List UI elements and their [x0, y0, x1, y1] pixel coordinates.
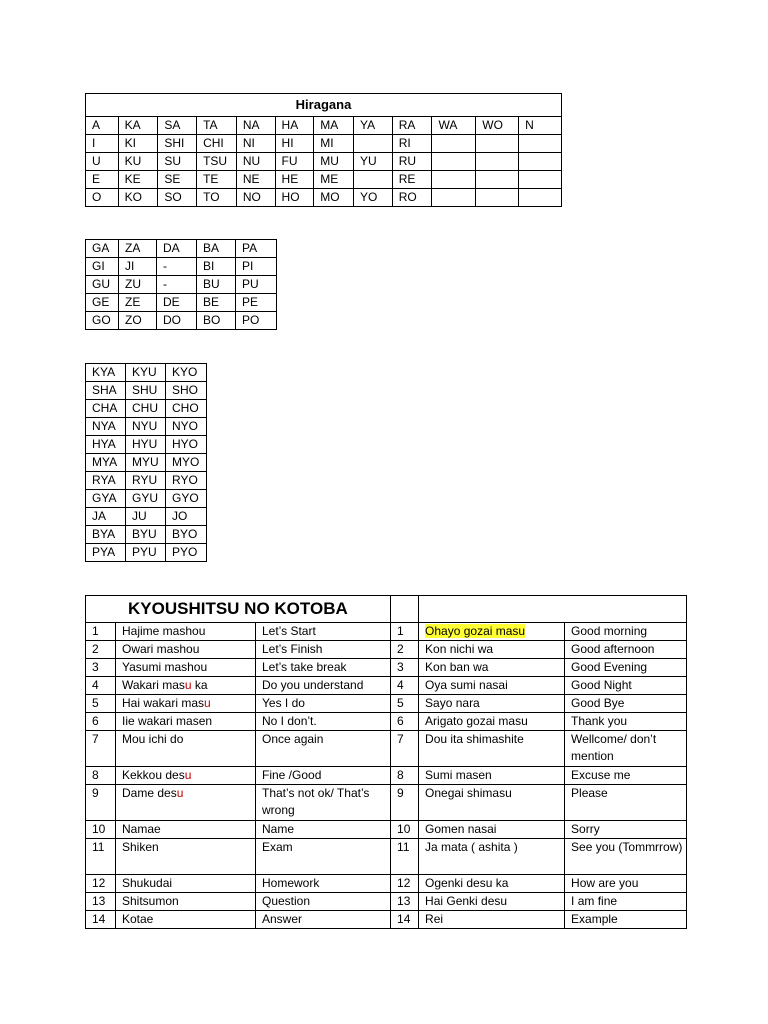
hiragana-table [85, 93, 562, 207]
greeting-text: Rei [425, 912, 444, 926]
greeting-text: Kon ban wa [425, 660, 489, 674]
syllable-cell: ZU [119, 276, 157, 294]
phrase-text: Iie wakari masen [122, 714, 213, 728]
syllable-cell: KI [118, 135, 158, 153]
japanese-greeting [419, 677, 565, 695]
syllable-cell: SHI [158, 135, 197, 153]
syllable-cell [476, 153, 519, 171]
syllable-cell: TA [197, 117, 237, 135]
english-meaning: Fine /Good [256, 767, 391, 785]
kotoba-title: KYOUSHITSU NO KOTOBA [86, 596, 391, 623]
syllable-cell: RO [392, 189, 432, 207]
syllable-cell: - [157, 258, 197, 276]
japanese-phrase [116, 623, 256, 641]
row-number: 6 [86, 713, 116, 731]
syllable-cell: JA [86, 508, 126, 526]
table-row [86, 258, 277, 276]
english-meaning: Good Night [565, 677, 687, 695]
row-number: 4 [86, 677, 116, 695]
row-number: 14 [86, 911, 116, 929]
table-row [86, 659, 687, 677]
syllable-cell: FU [275, 153, 314, 171]
japanese-greeting [419, 821, 565, 839]
english-meaning: Exam [256, 839, 391, 875]
japanese-phrase [116, 821, 256, 839]
phrase-text: Wakari mas [122, 678, 185, 692]
phrase-text: Shiken [122, 840, 159, 854]
english-meaning: Thank you [565, 713, 687, 731]
greeting-text: Oya sumi nasai [425, 678, 508, 692]
syllable-cell: MYA [86, 454, 126, 472]
greeting-text: Sumi masen [425, 768, 492, 782]
row-number: 12 [86, 875, 116, 893]
syllable-cell: DO [157, 312, 197, 330]
japanese-phrase [116, 785, 256, 821]
greeting-text: Sayo nara [425, 696, 480, 710]
row-number: 13 [391, 893, 419, 911]
row-number: 3 [391, 659, 419, 677]
japanese-phrase [116, 875, 256, 893]
row-number: 4 [391, 677, 419, 695]
syllable-cell: NO [236, 189, 275, 207]
table-row [86, 821, 687, 839]
syllable-cell: GA [86, 240, 119, 258]
syllable-cell: WO [476, 117, 519, 135]
syllable-cell: RYO [166, 472, 207, 490]
table-row [86, 171, 562, 189]
syllable-cell: O [86, 189, 119, 207]
table-row [86, 400, 207, 418]
table-row [86, 641, 687, 659]
english-meaning: Good afternoon [565, 641, 687, 659]
japanese-greeting [419, 713, 565, 731]
table-row [86, 713, 687, 731]
english-meaning: Let’s take break [256, 659, 391, 677]
row-number: 13 [86, 893, 116, 911]
syllable-cell: BYA [86, 526, 126, 544]
syllable-cell: GI [86, 258, 119, 276]
greeting-text: Dou ita shimashite [425, 732, 524, 746]
row-number: 2 [86, 641, 116, 659]
greeting-text: Hai Genki desu [425, 894, 508, 908]
table-row [86, 508, 207, 526]
row-number: 6 [391, 713, 419, 731]
syllable-cell: MYO [166, 454, 207, 472]
syllable-cell: ZA [119, 240, 157, 258]
english-meaning: Question [256, 893, 391, 911]
syllable-cell: DA [157, 240, 197, 258]
table-row [86, 911, 687, 929]
japanese-phrase [116, 713, 256, 731]
japanese-greeting [419, 767, 565, 785]
syllable-cell [432, 153, 476, 171]
row-number: 11 [86, 839, 116, 875]
table-row [86, 526, 207, 544]
english-meaning: Good morning [565, 623, 687, 641]
syllable-cell: GU [86, 276, 119, 294]
japanese-phrase [116, 911, 256, 929]
syllable-cell: PE [236, 294, 277, 312]
row-number: 8 [86, 767, 116, 785]
japanese-phrase [116, 695, 256, 713]
syllable-cell: MI [314, 135, 354, 153]
phrase-text: Kotae [122, 912, 154, 926]
japanese-phrase [116, 893, 256, 911]
syllable-cell: PA [236, 240, 277, 258]
phrase-text: Owari mashou [122, 642, 200, 656]
english-meaning: That’s not ok/ That’s wrong [256, 785, 391, 821]
row-number: 7 [86, 731, 116, 767]
syllable-cell [432, 135, 476, 153]
table-row [86, 472, 207, 490]
syllable-cell: GE [86, 294, 119, 312]
japanese-phrase [116, 731, 256, 767]
syllable-cell: SO [158, 189, 197, 207]
syllable-cell: BU [197, 276, 236, 294]
row-number: 3 [86, 659, 116, 677]
english-meaning: Sorry [565, 821, 687, 839]
syllable-cell: RYA [86, 472, 126, 490]
syllable-cell: MYU [126, 454, 166, 472]
japanese-greeting [419, 839, 565, 875]
syllable-cell: CHO [166, 400, 207, 418]
japanese-greeting [419, 695, 565, 713]
syllable-cell: RU [392, 153, 432, 171]
row-number: 1 [86, 623, 116, 641]
syllable-cell: NYO [166, 418, 207, 436]
syllable-cell [519, 153, 562, 171]
row-number: 2 [391, 641, 419, 659]
syllable-cell: E [86, 171, 119, 189]
syllable-cell: YU [354, 153, 393, 171]
japanese-phrase [116, 641, 256, 659]
english-meaning: Let’s Finish [256, 641, 391, 659]
english-meaning: Do you understand [256, 677, 391, 695]
syllable-cell: KA [118, 117, 158, 135]
row-number: 12 [391, 875, 419, 893]
japanese-phrase [116, 659, 256, 677]
english-meaning: Excuse me [565, 767, 687, 785]
syllable-cell: HYO [166, 436, 207, 454]
syllable-cell: MU [314, 153, 354, 171]
syllable-cell: HI [275, 135, 314, 153]
english-meaning: How are you [565, 875, 687, 893]
table-row [86, 382, 207, 400]
greeting-text: Ja mata ( ashita ) [425, 840, 518, 854]
kotoba-table [85, 595, 687, 929]
syllable-cell: SHO [166, 382, 207, 400]
syllable-cell: MA [314, 117, 354, 135]
syllable-cell: BO [197, 312, 236, 330]
english-meaning: Example [565, 911, 687, 929]
syllable-cell: TE [197, 171, 237, 189]
syllable-cell: YA [354, 117, 393, 135]
english-meaning: Yes I do [256, 695, 391, 713]
japanese-greeting [419, 641, 565, 659]
syllable-cell: BE [197, 294, 236, 312]
phrase-text-red: u [184, 678, 192, 692]
syllable-cell [354, 135, 393, 153]
syllable-cell [519, 171, 562, 189]
syllable-cell: HA [275, 117, 314, 135]
dakuten-table [85, 239, 277, 330]
english-meaning: I am fine [565, 893, 687, 911]
syllable-cell: PYA [86, 544, 126, 562]
syllable-cell: KO [118, 189, 158, 207]
syllable-cell: BA [197, 240, 236, 258]
syllable-cell: KYU [126, 364, 166, 382]
table-row [86, 418, 207, 436]
syllable-cell: RA [392, 117, 432, 135]
syllable-cell: SE [158, 171, 197, 189]
phrase-text: Kekkou des [122, 768, 185, 782]
syllable-cell: N [519, 117, 562, 135]
table-row [86, 623, 687, 641]
japanese-greeting [419, 893, 565, 911]
syllable-cell [354, 171, 393, 189]
phrase-text: Mou ichi do [122, 732, 184, 746]
syllable-cell: ME [314, 171, 354, 189]
japanese-greeting [419, 911, 565, 929]
english-meaning: See you (Tommrrow) [565, 839, 687, 875]
table-row [86, 189, 562, 207]
syllable-cell: NE [236, 171, 275, 189]
syllable-cell: A [86, 117, 119, 135]
phrase-text: Hajime mashou [122, 624, 206, 638]
syllable-cell: TSU [197, 153, 237, 171]
table-row [86, 839, 687, 875]
japanese-phrase [116, 767, 256, 785]
table-row [86, 436, 207, 454]
table-row [86, 677, 687, 695]
greeting-text: Ogenki desu ka [425, 876, 509, 890]
syllable-cell: WA [432, 117, 476, 135]
table-row [86, 276, 277, 294]
syllable-cell: TO [197, 189, 237, 207]
greeting-text: Kon nichi wa [425, 642, 494, 656]
phrase-text: Shitsumon [122, 894, 179, 908]
english-meaning: No I don’t. [256, 713, 391, 731]
row-number: 1 [391, 623, 419, 641]
syllable-cell: CHU [126, 400, 166, 418]
phrase-text: Shukudai [122, 876, 173, 890]
japanese-phrase [116, 677, 256, 695]
syllable-cell: - [157, 276, 197, 294]
syllable-cell: ZO [119, 312, 157, 330]
hiragana-title: Hiragana [86, 94, 562, 117]
syllable-cell: YO [354, 189, 393, 207]
syllable-cell: SHU [126, 382, 166, 400]
syllable-cell: NI [236, 135, 275, 153]
row-number: 7 [391, 731, 419, 767]
table-row [86, 294, 277, 312]
japanese-greeting [419, 623, 565, 641]
syllable-cell: HYU [126, 436, 166, 454]
table-row [86, 731, 687, 767]
table-row [86, 875, 687, 893]
english-meaning: Good Bye [565, 695, 687, 713]
syllable-cell: PU [236, 276, 277, 294]
table-row [86, 135, 562, 153]
syllable-cell: U [86, 153, 119, 171]
syllable-cell [476, 135, 519, 153]
english-meaning: Once again [256, 731, 391, 767]
table-row [86, 153, 562, 171]
english-meaning: Let’s Start [256, 623, 391, 641]
syllable-cell: GO [86, 312, 119, 330]
japanese-greeting [419, 731, 565, 767]
row-number: 9 [86, 785, 116, 821]
syllable-cell: GYA [86, 490, 126, 508]
syllable-cell: CHA [86, 400, 126, 418]
phrase-text: Namae [122, 822, 161, 836]
syllable-cell: HE [275, 171, 314, 189]
syllable-cell: BYO [166, 526, 207, 544]
phrase-text: ka [191, 678, 208, 692]
syllable-cell: BYU [126, 526, 166, 544]
syllable-cell: PYO [166, 544, 207, 562]
english-meaning: Good Evening [565, 659, 687, 677]
youon-table [85, 363, 207, 562]
syllable-cell: SHA [86, 382, 126, 400]
table-row [86, 117, 562, 135]
syllable-cell: SU [158, 153, 197, 171]
syllable-cell: PYU [126, 544, 166, 562]
table-row [86, 893, 687, 911]
row-number: 5 [86, 695, 116, 713]
syllable-cell: NU [236, 153, 275, 171]
syllable-cell: RE [392, 171, 432, 189]
table-row [86, 767, 687, 785]
english-meaning: Homework [256, 875, 391, 893]
syllable-cell: PI [236, 258, 277, 276]
phrase-text-red: u [184, 768, 192, 782]
syllable-cell: KU [118, 153, 158, 171]
syllable-cell: GYO [166, 490, 207, 508]
phrase-text-red: u [176, 786, 184, 800]
table-row [86, 695, 687, 713]
phrase-text-red: u [204, 696, 211, 710]
syllable-cell [476, 171, 519, 189]
syllable-cell: RYU [126, 472, 166, 490]
table-row [86, 312, 277, 330]
table-row [86, 490, 207, 508]
syllable-cell [476, 189, 519, 207]
syllable-cell: HYA [86, 436, 126, 454]
syllable-cell: NYA [86, 418, 126, 436]
phrase-text: Dame des [122, 786, 177, 800]
syllable-cell: CHI [197, 135, 237, 153]
syllable-cell [432, 189, 476, 207]
table-row [86, 544, 207, 562]
syllable-cell [432, 171, 476, 189]
phrase-text: Yasumi mashou [122, 660, 208, 674]
row-number: 9 [391, 785, 419, 821]
syllable-cell: JU [126, 508, 166, 526]
greeting-text: Arigato gozai masu [425, 714, 528, 728]
syllable-cell: SA [158, 117, 197, 135]
syllable-cell: KYA [86, 364, 126, 382]
row-number: 10 [391, 821, 419, 839]
table-row [86, 240, 277, 258]
greeting-text: Gomen nasai [425, 822, 497, 836]
row-number: 11 [391, 839, 419, 875]
english-meaning: Wellcome/ don’t mention [565, 731, 687, 767]
syllable-cell: I [86, 135, 119, 153]
kotoba-header-blank [419, 596, 687, 623]
japanese-greeting [419, 875, 565, 893]
table-row [86, 454, 207, 472]
syllable-cell: NA [236, 117, 275, 135]
table-row [86, 785, 687, 821]
row-number: 8 [391, 767, 419, 785]
row-number: 14 [391, 911, 419, 929]
syllable-cell: BI [197, 258, 236, 276]
japanese-greeting [419, 785, 565, 821]
english-meaning: Name [256, 821, 391, 839]
syllable-cell: JI [119, 258, 157, 276]
row-number: 10 [86, 821, 116, 839]
greeting-text: Ohayo gozai masu [425, 624, 526, 638]
english-meaning: Please [565, 785, 687, 821]
syllable-cell: DE [157, 294, 197, 312]
syllable-cell: HO [275, 189, 314, 207]
syllable-cell: KYO [166, 364, 207, 382]
syllable-cell [519, 135, 562, 153]
syllable-cell: RI [392, 135, 432, 153]
syllable-cell: KE [118, 171, 158, 189]
syllable-cell: NYU [126, 418, 166, 436]
syllable-cell: MO [314, 189, 354, 207]
greeting-text: Onegai shimasu [425, 786, 512, 800]
syllable-cell: PO [236, 312, 277, 330]
syllable-cell [519, 189, 562, 207]
phrase-text: Hai wakari mas [122, 696, 205, 710]
syllable-cell: ZE [119, 294, 157, 312]
syllable-cell: JO [166, 508, 207, 526]
row-number: 5 [391, 695, 419, 713]
syllable-cell: GYU [126, 490, 166, 508]
japanese-phrase [116, 839, 256, 875]
kotoba-header-blank [391, 596, 419, 623]
table-row [86, 364, 207, 382]
japanese-greeting [419, 659, 565, 677]
english-meaning: Answer [256, 911, 391, 929]
